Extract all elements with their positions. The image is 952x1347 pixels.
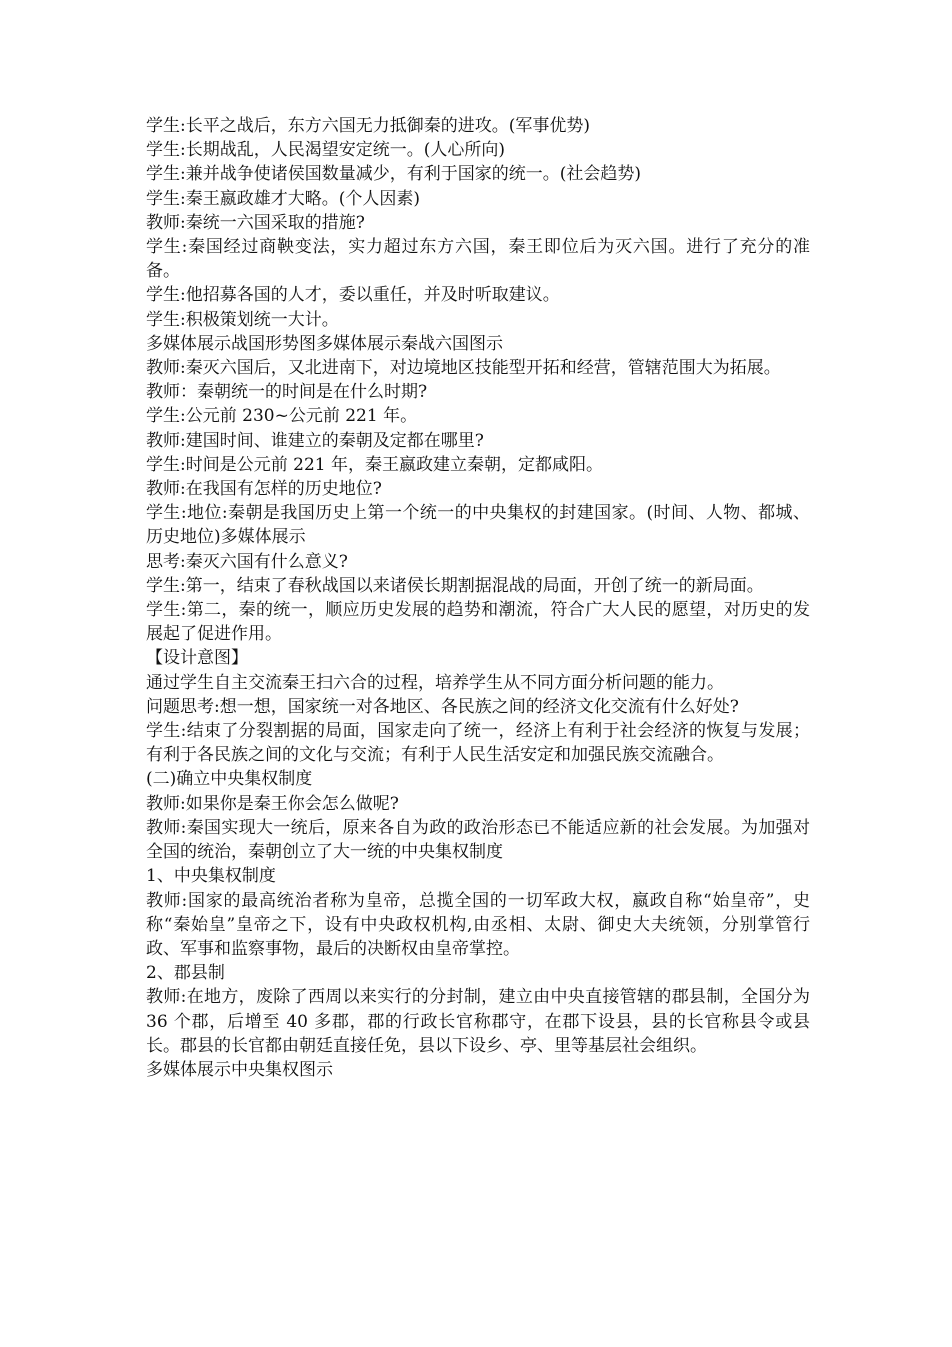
paragraph: 学生:结束了分裂割据的局面，国家走向了统一，经济上有利于社会经济的恢复与发展；有利于各民族之间的文化与交流；有利于人民生活安定和加强民族交流融合。 [146, 721, 810, 766]
paragraph: 学生:秦王嬴政雄才大略。(个人因素) [146, 188, 420, 209]
paragraph: 多媒体展示中央集权图示 [146, 1059, 333, 1080]
paragraph: 学生:时间是公元前 221 年，秦王嬴政建立秦朝，定都咸阳。 [146, 454, 603, 475]
paragraph: 教师:秦统一六国采取的措施? [146, 212, 365, 233]
paragraph: 学生:积极策划统一大计。 [146, 309, 339, 330]
section-heading: 2、郡县制 [146, 963, 225, 984]
paragraph: 教师：秦朝统一的时间是在什么时期? [146, 382, 428, 403]
paragraph: 学生:公元前 230~公元前 221 年。 [146, 406, 418, 427]
paragraph: 多媒体展示战国形势图多媒体展示秦战六国图示 [146, 333, 503, 354]
paragraph: 通过学生自主交流秦王扫六合的过程，培养学生从不同方面分析问题的能力。 [146, 672, 724, 693]
paragraph: 思考:秦灭六国有什么意义? [146, 551, 348, 572]
paragraph: 教师:在我国有怎样的历史地位? [146, 479, 382, 500]
paragraph: 问题思考:想一想，国家统一对各地区、各民族之间的经济文化交流有什么好处? [146, 696, 739, 717]
paragraph: 学生:兼并战争使诸侯国数量减少，有利于国家的统一。(社会趋势) [146, 164, 641, 185]
paragraph: 教师:如果你是秦王你会怎么做呢? [146, 793, 399, 814]
section-heading: 1、中央集权制度 [146, 866, 276, 887]
document-body [146, 114, 810, 1082]
paragraph: 学生:第一，结束了春秋战国以来诸侯长期割据混战的局面，开创了统一的新局面。 [146, 575, 764, 596]
paragraph: 学生:秦国经过商鞅变法，实力超过东方六国，秦王即位后为灭六国。进行了充分的准备。 [146, 237, 810, 282]
paragraph: 教师:建国时间、谁建立的秦朝及定都在哪里? [146, 430, 484, 451]
paragraph: 教师:秦灭六国后，又北进南下，对边境地区技能型开拓和经营，管辖范围大为拓展。 [146, 358, 781, 379]
section-heading: (二)确立中央集权制度 [146, 769, 313, 790]
paragraph: 教师:国家的最高统治者称为皇帝，总揽全国的一切军政大权，嬴政自称“始皇帝”，史称“秦始皇”皇帝之下，设有中央政权机构,由丞相、太尉、御史大夫统领，分别掌管行政、军事和监察事物，最后的决断权由皇帝掌控。 [146, 890, 810, 959]
paragraph: 学生:他招募各国的人才，委以重任，并及时听取建议。 [146, 285, 560, 306]
paragraph: 学生:地位:秦朝是我国历史上第一个统一的中央集权的封建国家。(时间、人物、都城、历史地位)多媒体展示 [146, 503, 810, 548]
paragraph: 教师:在地方，废除了西周以来实行的分封制，建立由中央直接管辖的郡县制，全国分为 36 个郡，后增至 40 多郡，郡的行政长官称郡守，在郡下设县，县的长官称县令或县长。郡县的长官都由朝廷直接任免，县以下设乡、亭、里等基层社会组织。 [146, 987, 810, 1056]
paragraph: 学生:长平之战后，东方六国无力抵御秦的进攻。(军事优势) [146, 116, 590, 136]
paragraph: 学生:长期战乱，人民渴望安定统一。(人心所向) [146, 140, 505, 161]
paragraph: 教师:秦国实现大一统后，原来各自为政的政治形态已不能适应新的社会发展。为加强对全国的统治，秦朝创立了大一统的中央集权制度 [146, 817, 810, 863]
section-heading: 【设计意图】 [146, 648, 248, 669]
paragraph: 学生:第二，秦的统一，顺应历史发展的趋势和潮流，符合广大人民的愿望，对历史的发展起了促进作用。 [146, 600, 810, 645]
